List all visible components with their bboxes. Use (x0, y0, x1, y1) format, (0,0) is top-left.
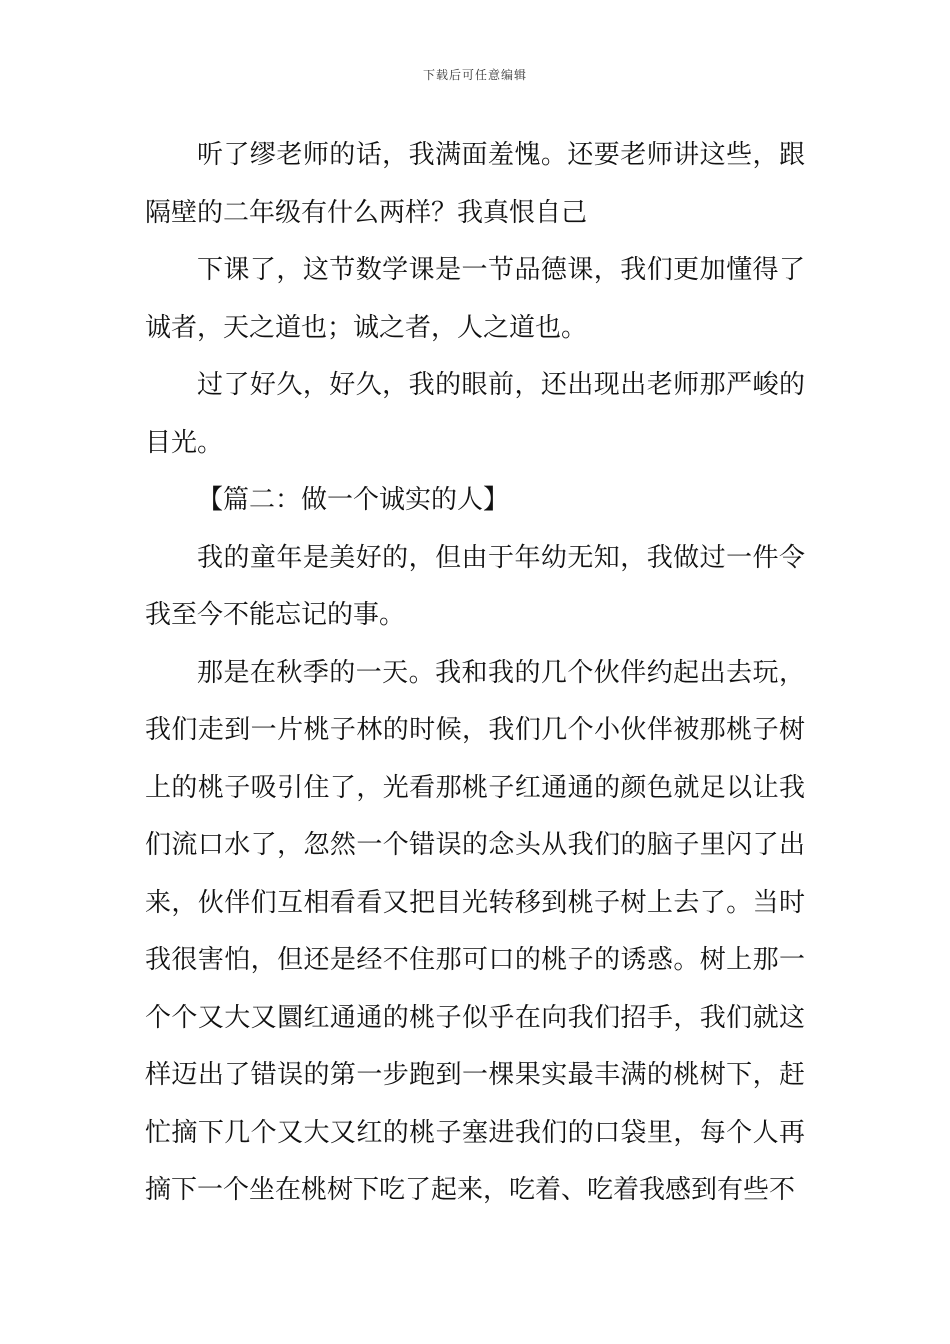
paragraph-4: 我的童年是美好的，但由于年幼无知，我做过一件令我至今不能忘记的事。 (145, 542, 805, 630)
paragraph-1: 听了缪老师的话，我满面羞愧。还要老师讲这些，跟隔壁的二年级有什么两样？我真恨自己 (145, 140, 805, 228)
body-text (145, 127, 805, 1220)
paragraph-5: 那是在秋季的一天。我和我的几个伙伴约起出去玩，我们走到一片桃子林的时候，我们几个小伙伴被那桃子树上的桃子吸引住了，光看那桃子红通通的颜色就足以让我们流口水了，忽然一个错误的念头从我们的脑子里闪了出来，伙伴们互相看看又把目光转移到桃子树上去了。当时我很害怕，但还是经不住那可口的桃子的诱惑。树上那一个个又大又圜红通通的桃子似乎在向我们招手，我们就这样迈出了错误的第一步跑到一棵果实最丰满的桃树下，赶忙摘下几个又大又红的桃子塞进我们的口袋里，每个人再摘下一个坐在桃树下吃了起来，吃着、吃着我感到有些不 (145, 657, 805, 1205)
header-note: 下载后可任意编辑 (422, 68, 527, 82)
paragraph-3: 过了好久，好久，我的眼前，还出现出老师那严峻的目光。 (145, 370, 805, 458)
paragraph-2: 下课了，这节数学课是一节品德课，我们更加懂得了诚者，天之道也；诚之者，人之道也。 (145, 255, 805, 343)
section-heading: 【篇二：做一个诚实的人】 (197, 485, 510, 515)
